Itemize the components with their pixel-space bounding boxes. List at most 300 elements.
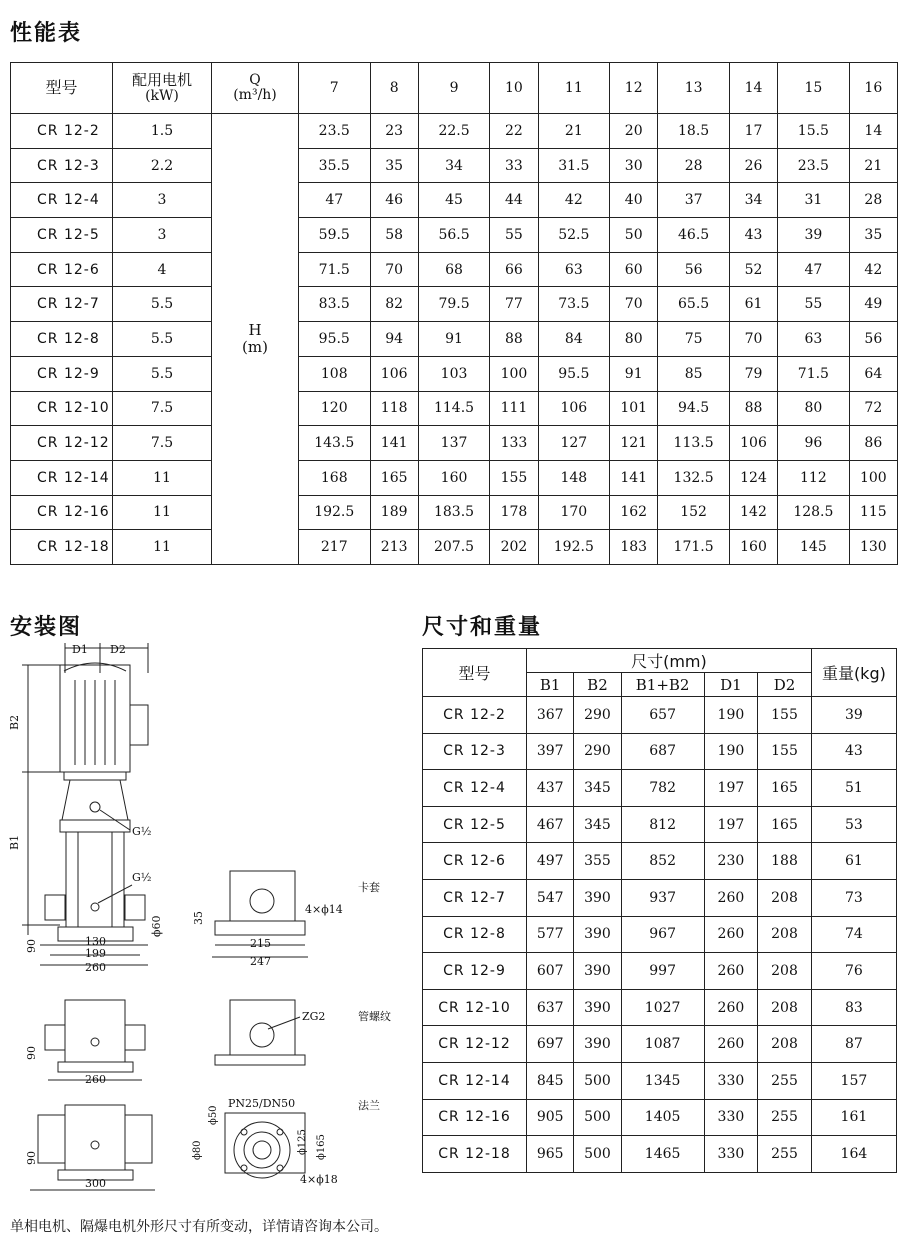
perf-head-value: 162 (610, 495, 658, 530)
perf-head-value: 143.5 (299, 426, 371, 461)
perf-head-value: 160 (418, 460, 490, 495)
perf-header-flow: 13 (658, 63, 730, 114)
dim-value: 500 (574, 1099, 621, 1136)
perf-head-value: 47 (778, 252, 850, 287)
perf-head-value: 217 (299, 530, 371, 565)
perf-head-value: 46.5 (658, 218, 730, 253)
flange-pump-body (65, 1105, 125, 1170)
dim-header-model: 型号 (423, 649, 527, 697)
perf-head-value: 73.5 (538, 287, 610, 322)
dim-value: 197 (704, 806, 758, 843)
perf-head-value: 111 (490, 391, 538, 426)
threaded-base (58, 1062, 133, 1072)
dim-value: 330 (704, 1062, 758, 1099)
dim-model: CR 12-16 (423, 1099, 527, 1136)
dim-value: 155 (758, 733, 812, 770)
dim-value: 260 (704, 1026, 758, 1063)
vent-plug (90, 802, 100, 812)
perf-head-value: 88 (490, 322, 538, 357)
dim-value: 965 (527, 1136, 574, 1173)
flange-mid (244, 1132, 280, 1168)
dim-weight: 74 (811, 916, 896, 953)
dim-value: 255 (758, 1062, 812, 1099)
dim-row (423, 806, 897, 843)
perf-head-value: 40 (610, 183, 658, 218)
dim-model: CR 12-9 (423, 953, 527, 990)
perf-title: 性能表 (10, 21, 83, 46)
perf-head-value: 43 (729, 218, 777, 253)
perf-head-value: 66 (490, 252, 538, 287)
dim-value: 390 (574, 989, 621, 1026)
perf-kw: 3 (113, 218, 212, 253)
dim-row (423, 916, 897, 953)
perf-head-value: 21 (538, 114, 610, 149)
perf-head-value: 137 (418, 426, 490, 461)
dim-model: CR 12-18 (423, 1136, 527, 1173)
label-phi50: ϕ50 (208, 1105, 219, 1125)
perf-head-value: 124 (729, 460, 777, 495)
label-zg2: ZG2 (302, 1010, 326, 1023)
dim-row (423, 733, 897, 770)
dim-model: CR 12-6 (423, 843, 527, 880)
dim-weight: 61 (811, 843, 896, 880)
perf-header-model: 型号 (11, 63, 113, 114)
dim-value: 190 (704, 733, 758, 770)
perf-kw: 11 (113, 460, 212, 495)
perf-kw: 3 (113, 183, 212, 218)
dim-value: 1027 (621, 989, 704, 1026)
perf-head-value: 94.5 (658, 391, 730, 426)
perf-head-value: 56.5 (418, 218, 490, 253)
dim-weight: 157 (811, 1062, 896, 1099)
perf-head-value: 14 (849, 114, 897, 149)
label-thread-type: 管螺纹 (358, 1010, 391, 1023)
perf-header-flow: 9 (418, 63, 490, 114)
perf-head-value: 44 (490, 183, 538, 218)
perf-head-value: 34 (729, 183, 777, 218)
perf-head-value: 121 (610, 426, 658, 461)
perf-row (11, 114, 898, 149)
perf-kw: 5.5 (113, 287, 212, 322)
dim-model: CR 12-2 (423, 697, 527, 734)
perf-head-value: 86 (849, 426, 897, 461)
perf-head-value: 79 (729, 356, 777, 391)
perf-head-value: 23.5 (778, 148, 850, 183)
dim-value: 697 (527, 1026, 574, 1063)
perf-header-flow: 10 (490, 63, 538, 114)
perf-head-value: 101 (610, 391, 658, 426)
dim-header-b2: B2 (574, 673, 621, 697)
perf-head-value: 23.5 (299, 114, 371, 149)
perf-row (11, 356, 898, 391)
perf-head-value: 22 (490, 114, 538, 149)
label-flange-type: 法兰 (358, 1099, 380, 1112)
perf-row (11, 460, 898, 495)
perf-kw: 11 (113, 495, 212, 530)
dim-row (423, 770, 897, 807)
perf-head-value: 31.5 (538, 148, 610, 183)
perf-head-value: 26 (729, 148, 777, 183)
perf-row (11, 148, 898, 183)
perf-kw: 5.5 (113, 356, 212, 391)
label-90-c: 90 (25, 1151, 38, 1165)
perf-head-value: 61 (729, 287, 777, 322)
dim-value: 260 (704, 989, 758, 1026)
label-90: 90 (25, 939, 38, 953)
perf-model: CR 12-18 (11, 530, 113, 565)
dim-row (423, 843, 897, 880)
install-title: 安装图 (10, 615, 83, 640)
perf-head-value: 88 (729, 391, 777, 426)
perf-head-value: 132.5 (658, 460, 730, 495)
clamp-base (215, 921, 305, 935)
perf-head-value: 118 (370, 391, 418, 426)
perf-model: CR 12-7 (11, 287, 113, 322)
perf-head-value: 35 (370, 148, 418, 183)
dim-value: 637 (527, 989, 574, 1026)
motor-flange (64, 772, 126, 780)
dim-value: 260 (704, 953, 758, 990)
perf-head-value: 155 (490, 460, 538, 495)
perf-head-value: 128.5 (778, 495, 850, 530)
perf-head-value: 113.5 (658, 426, 730, 461)
dim-header-d2: D2 (758, 673, 812, 697)
label-35: 35 (192, 911, 205, 925)
dim-model: CR 12-14 (423, 1062, 527, 1099)
installation-diagram (0, 635, 420, 1195)
dim-title: 尺寸和重量 (422, 615, 543, 640)
dim-value: 260 (704, 916, 758, 953)
perf-head-value: 56 (658, 252, 730, 287)
perf-head-value: 183 (610, 530, 658, 565)
dim-value: 782 (621, 770, 704, 807)
perf-head-value: 91 (418, 322, 490, 357)
perf-head-value: 165 (370, 460, 418, 495)
label-bolt-18: 4×ϕ18 (300, 1173, 338, 1186)
dim-value: 1465 (621, 1136, 704, 1173)
perf-header-motor-unit: (kW) (145, 87, 179, 104)
dim-value: 255 (758, 1099, 812, 1136)
perf-head-value: 35.5 (299, 148, 371, 183)
perf-kw: 5.5 (113, 322, 212, 357)
perf-head-value: 100 (849, 460, 897, 495)
label-b2: B2 (8, 714, 21, 730)
perf-head-value: 75 (658, 322, 730, 357)
label-215: 215 (250, 937, 271, 950)
perf-head-value: 47 (299, 183, 371, 218)
dimension-table (422, 648, 897, 1173)
leader-line (98, 885, 132, 903)
dim-value: 852 (621, 843, 704, 880)
perf-head-value: 50 (610, 218, 658, 253)
dim-value: 260 (704, 879, 758, 916)
label-phi80: ϕ80 (192, 1140, 203, 1160)
perf-head-value: 183.5 (418, 495, 490, 530)
perf-head-value: 82 (370, 287, 418, 322)
perf-head-value: 130 (849, 530, 897, 565)
dim-value: 997 (621, 953, 704, 990)
dim-value: 155 (758, 697, 812, 734)
perf-head-value: 106 (370, 356, 418, 391)
perf-model: CR 12-5 (11, 218, 113, 253)
dim-model: CR 12-5 (423, 806, 527, 843)
perf-head-value: 79.5 (418, 287, 490, 322)
terminal-box (130, 705, 148, 745)
perf-head-value: 58 (370, 218, 418, 253)
dim-value: 397 (527, 733, 574, 770)
perf-head-value: 72 (849, 391, 897, 426)
dim-row (423, 879, 897, 916)
perf-head-value: 59.5 (299, 218, 371, 253)
perf-head-value: 120 (299, 391, 371, 426)
perf-model: CR 12-8 (11, 322, 113, 357)
perf-head-value: 17 (729, 114, 777, 149)
clamp-port-circle (250, 889, 274, 913)
dim-weight: 87 (811, 1026, 896, 1063)
perf-header-q (212, 63, 299, 114)
perf-head-value: 192.5 (299, 495, 371, 530)
perf-head-value: 49 (849, 287, 897, 322)
dim-value: 547 (527, 879, 574, 916)
perf-head-value: 71.5 (299, 252, 371, 287)
perf-model: CR 12-16 (11, 495, 113, 530)
dim-weight: 43 (811, 733, 896, 770)
perf-row (11, 322, 898, 357)
dim-model: CR 12-10 (423, 989, 527, 1026)
perf-head-value: 112 (778, 460, 850, 495)
dim-row (423, 989, 897, 1026)
label-b1: B1 (8, 834, 21, 850)
flange-bolt-hole (241, 1129, 247, 1135)
perf-head-value: 18.5 (658, 114, 730, 149)
perf-head-value: 52 (729, 252, 777, 287)
perf-head-value: 80 (610, 322, 658, 357)
dim-header-b1b2: B1+B2 (621, 673, 704, 697)
label-260-b: 260 (85, 1073, 106, 1086)
threaded-port (250, 1023, 274, 1047)
dim-weight: 73 (811, 879, 896, 916)
perf-head-value: 37 (658, 183, 730, 218)
dim-value: 437 (527, 770, 574, 807)
perf-row (11, 287, 898, 322)
flange-bolt-hole (277, 1165, 283, 1171)
label-phi165: ϕ165 (316, 1134, 327, 1160)
dim-value: 1087 (621, 1026, 704, 1063)
perf-body (11, 114, 898, 565)
threaded-outlet (125, 1025, 145, 1050)
perf-head-value: 115 (849, 495, 897, 530)
perf-row (11, 252, 898, 287)
dim-header-d1: D1 (704, 673, 758, 697)
dim-value: 197 (704, 770, 758, 807)
perf-head-value: 34 (418, 148, 490, 183)
dim-value: 812 (621, 806, 704, 843)
perf-header-flow: 15 (778, 63, 850, 114)
dim-weight: 53 (811, 806, 896, 843)
flange-inlet (38, 1115, 65, 1163)
dim-value: 1345 (621, 1062, 704, 1099)
dim-value: 1405 (621, 1099, 704, 1136)
dim-value: 290 (574, 733, 621, 770)
perf-kw: 7.5 (113, 426, 212, 461)
perf-head-value: 148 (538, 460, 610, 495)
perf-model: CR 12-3 (11, 148, 113, 183)
perf-header-motor (113, 63, 212, 114)
perf-head-value: 39 (778, 218, 850, 253)
perf-head-value: 141 (610, 460, 658, 495)
perf-model: CR 12-6 (11, 252, 113, 287)
perf-head-value: 71.5 (778, 356, 850, 391)
dim-weight: 39 (811, 697, 896, 734)
perf-kw: 11 (113, 530, 212, 565)
perf-head-value: 77 (490, 287, 538, 322)
perf-header-flow: 8 (370, 63, 418, 114)
perf-head-value: 106 (729, 426, 777, 461)
perf-head-value: 68 (418, 252, 490, 287)
clamp-port-body (230, 871, 295, 921)
perf-head-value: 95.5 (299, 322, 371, 357)
dim-value: 367 (527, 697, 574, 734)
perf-kw: 7.5 (113, 391, 212, 426)
perf-kw: 2.2 (113, 148, 212, 183)
dim-value: 390 (574, 879, 621, 916)
perf-head-value: 70 (610, 287, 658, 322)
dim-value: 500 (574, 1136, 621, 1173)
dim-header-size: 尺寸(mm) (527, 649, 812, 673)
dim-value: 467 (527, 806, 574, 843)
label-90-b: 90 (25, 1046, 38, 1060)
perf-head-value: 20 (610, 114, 658, 149)
perf-head-value: 70 (729, 322, 777, 357)
perf-head-value: 145 (778, 530, 850, 565)
perf-model: CR 12-10 (11, 391, 113, 426)
perf-header-flow: 14 (729, 63, 777, 114)
flange-bore (253, 1141, 271, 1159)
perf-head-value: 103 (418, 356, 490, 391)
dim-value: 230 (704, 843, 758, 880)
perf-row (11, 183, 898, 218)
dim-weight: 51 (811, 770, 896, 807)
dim-value: 345 (574, 806, 621, 843)
dim-value: 330 (704, 1099, 758, 1136)
dim-value: 905 (527, 1099, 574, 1136)
dim-value: 190 (704, 697, 758, 734)
dim-weight: 83 (811, 989, 896, 1026)
perf-head-value: 142 (729, 495, 777, 530)
perf-head-value: 91 (610, 356, 658, 391)
dim-weight: 76 (811, 953, 896, 990)
perf-h-label: H (248, 321, 262, 340)
dim-value: 208 (758, 879, 812, 916)
dim-model: CR 12-3 (423, 733, 527, 770)
perf-head-value: 64 (849, 356, 897, 391)
dim-row (423, 1026, 897, 1063)
dim-value: 208 (758, 1026, 812, 1063)
perf-head-value: 127 (538, 426, 610, 461)
perf-head-value: 114.5 (418, 391, 490, 426)
dim-header-weight: 重量(kg) (811, 649, 896, 697)
perf-head-value: 189 (370, 495, 418, 530)
perf-head-value: 70 (370, 252, 418, 287)
perf-head-value: 45 (418, 183, 490, 218)
dim-value: 345 (574, 770, 621, 807)
flange-bolt-hole (277, 1129, 283, 1135)
perf-head-value: 213 (370, 530, 418, 565)
perf-h-unit: (m) (242, 337, 268, 356)
label-199: 199 (85, 947, 106, 960)
perf-head-value: 94 (370, 322, 418, 357)
dim-value: 165 (758, 770, 812, 807)
dim-row (423, 1136, 897, 1173)
perf-row (11, 391, 898, 426)
label-phi60: ϕ60 (150, 915, 163, 937)
perf-head-value: 23 (370, 114, 418, 149)
dim-value: 355 (574, 843, 621, 880)
perf-head-value: 178 (490, 495, 538, 530)
perf-head-value: 63 (538, 252, 610, 287)
perf-head-value: 30 (610, 148, 658, 183)
dim-value: 188 (758, 843, 812, 880)
perf-head-value: 63 (778, 322, 850, 357)
dim-row (423, 697, 897, 734)
dim-model: CR 12-7 (423, 879, 527, 916)
flange-bolt-hole (241, 1165, 247, 1171)
dim-row (423, 1099, 897, 1136)
perf-header-q-unit: (m³/h) (233, 87, 277, 103)
inlet-port (45, 895, 65, 920)
perf-head-value: 35 (849, 218, 897, 253)
perf-head-value: 55 (490, 218, 538, 253)
perf-row (11, 530, 898, 565)
dim-model: CR 12-4 (423, 770, 527, 807)
perf-head-value: 65.5 (658, 287, 730, 322)
dim-value: 390 (574, 916, 621, 953)
dim-model: CR 12-12 (423, 1026, 527, 1063)
outlet-port (125, 895, 145, 920)
label-clamp-type: 卡套 (358, 881, 380, 894)
dim-header-row-1 (423, 649, 897, 673)
perf-head-value: 83.5 (299, 287, 371, 322)
perf-model: CR 12-4 (11, 183, 113, 218)
dim-value: 687 (621, 733, 704, 770)
label-247: 247 (250, 955, 271, 968)
perf-model: CR 12-12 (11, 426, 113, 461)
perf-head-value: 46 (370, 183, 418, 218)
drain-plug (91, 903, 99, 911)
label-300: 300 (85, 1177, 106, 1190)
perf-head-value: 84 (538, 322, 610, 357)
label-d1: D1 (72, 643, 88, 656)
pump-head (62, 780, 128, 820)
perf-row (11, 426, 898, 461)
label-260: 260 (85, 961, 106, 974)
perf-kw: 4 (113, 252, 212, 287)
perf-head-value: 171.5 (658, 530, 730, 565)
flange-outlet (125, 1115, 152, 1163)
perf-head-value: 80 (778, 391, 850, 426)
dim-row (423, 953, 897, 990)
perf-header-motor-label: 配用电机 (131, 70, 192, 89)
dim-value: 497 (527, 843, 574, 880)
perf-head-value: 100 (490, 356, 538, 391)
perf-head-value: 42 (849, 252, 897, 287)
label-g-top: G½ (132, 825, 152, 838)
perf-head-value: 160 (729, 530, 777, 565)
perf-h-cell (212, 114, 299, 565)
perf-head-value: 192.5 (538, 530, 610, 565)
perf-header-flow: 16 (849, 63, 897, 114)
dim-value: 255 (758, 1136, 812, 1173)
